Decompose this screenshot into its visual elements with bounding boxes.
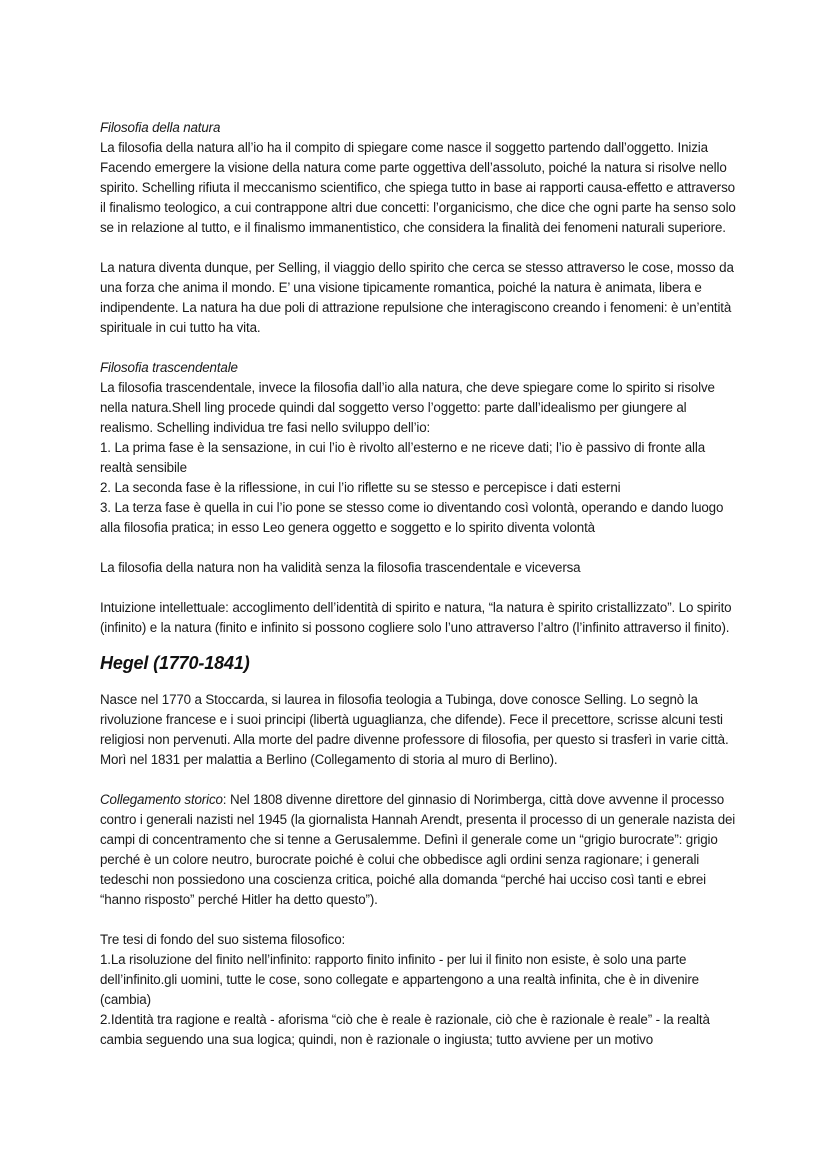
spacer <box>100 578 740 598</box>
list-item-phase-2: 2. La seconda fase è la riflessione, in cui l’io riflette su se stesso e percepisce i dati esterni <box>100 480 621 495</box>
paragraph-intuizione: Intuizione intellettuale: accoglimento dell’identità di spirito e natura, “la natura è spirito cristallizzato”. Lo spirito (infinito) e la natura (finito e infinito si possono cogliere solo l’uno attraverso l’altro (l’infinito attraverso il finito). <box>100 600 732 635</box>
spacer <box>100 338 740 358</box>
paragraph-trascendentale-intro: La filosofia trascendentale, invece la filosofia dall’io alla natura, che deve spiegare come lo spirito si risolve nella natura.Shell ling procede quindi dal soggetto verso l’oggetto: parte dall’idealismo per giungere al realismo. Schelling individua tre fasi nello sviluppo dell’io: <box>100 380 715 435</box>
list-item-phase-1: 1. La prima fase è la sensazione, in cui l’io è rivolto all’esterno e ne riceve dati; l’io è passivo di fronte alla realtà sensibile <box>100 440 706 475</box>
paragraph-validity: La filosofia della natura non ha validità senza la filosofia trascendentale e viceversa <box>100 560 581 575</box>
paragraph-natura-1: La filosofia della natura all’io ha il compito di spiegare come nasce il soggetto partendo dall’oggetto. Inizia Facendo emergere la visione della natura come parte oggettiva dell’assoluto, poiché la natura si risolve nello spirito. Schelling rifiuta il meccanismo scientifico, che spiega tutto in base ai rapporti causa-effetto e attraverso il finalismo teologico, a cui contrappone altri due concetti: l’organicismo, che dice che ogni parte ha senso solo se in relazione al tutto, e il finalismo immanentistico, che considera la finalità dei fenomeni naturali superiore. <box>100 140 736 235</box>
spacer <box>100 538 740 558</box>
heading-hegel: Hegel (1770-1841) <box>100 653 250 673</box>
list-item-phase-3: 3. La terza fase è quella in cui l’io pone se stesso come io diventando così volontà, operando e dando luogo alla filosofia pratica; in esso Leo genera oggetto e soggetto e lo spirito diventa volontà <box>100 500 724 535</box>
paragraph-natura-2: La natura diventa dunque, per Selling, il viaggio dello spirito che cerca se stesso attraverso le cose, mosso da una forza che anima il mondo. E’ una visione tipicamente romantica, poiché la natura è animata, libera e indipendente. La natura ha due poli di attrazione repulsione che interagiscono creando i fenomeni: è un’entità spirituale in cui tutto ha vita. <box>100 260 734 335</box>
spacer <box>100 238 740 258</box>
spacer <box>100 770 740 790</box>
list-item-tesi-1: 1.La risoluzione del finito nell’infinito: rapporto finito infinito - per lui il finito non esiste, è solo una parte dell’infinito.gli uomini, tutte le cose, sono collegate e appartengono a una realtà infinita, che è in divenire (cambia) <box>100 952 699 1007</box>
spacer <box>100 910 740 930</box>
subheading-filosofia-trascendentale: Filosofia trascendentale <box>100 360 238 375</box>
collegamento-label: Collegamento storico <box>100 792 223 807</box>
subheading-filosofia-natura: Filosofia della natura <box>100 120 221 135</box>
paragraph-collegamento-storico <box>100 790 740 910</box>
paragraph-hegel-bio: Nasce nel 1770 a Stoccarda, si laurea in filosofia teologia a Tubinga, dove conosce Selling. Lo segnò la rivoluzione francese e i suoi principi (libertà uguaglianza, che difende). Fece il precettore, scrisse alcuni testi religiosi non pervenuti. Alla morte del padre divenne professore di filosofia, per questo si trasferì in varie città. Morì nel 1831 per malattia a Berlino (Collegamento di storia al muro di Berlino). <box>100 692 729 767</box>
list-item-tesi-2: 2.Identità tra ragione e realtà - aforisma “ciò che è reale è razionale, ciò che è razionale è reale” - la realtà cambia seguendo una sua logica; quindi, non è razionale o ingiusta; tutto avviene per un motivo <box>100 1012 710 1047</box>
paragraph-tesi-intro: Tre tesi di fondo del suo sistema filosofico: <box>100 932 346 947</box>
collegamento-text: : Nel 1808 divenne direttore del ginnasio di Norimberga, città dove avvenne il processo contro i generali nazisti nel 1945 (la giornalista Hannah Arendt, presenta il processo di un generale nazista dei campi di concentramento che si tenne a Gerusalemme. Definì il generale come un “grigio burocrate”: grigio perché è un colore neutro, burocrate poiché è colui che obbedisce agli ordini senza ragionare; i generali tedeschi non possiedono una coscienza critica, poiché alla domanda “perché hai ucciso così tanti e ebrei “hanno risposto” perché Hitler ha detto questo”). <box>100 792 736 907</box>
document-page <box>100 118 740 1050</box>
